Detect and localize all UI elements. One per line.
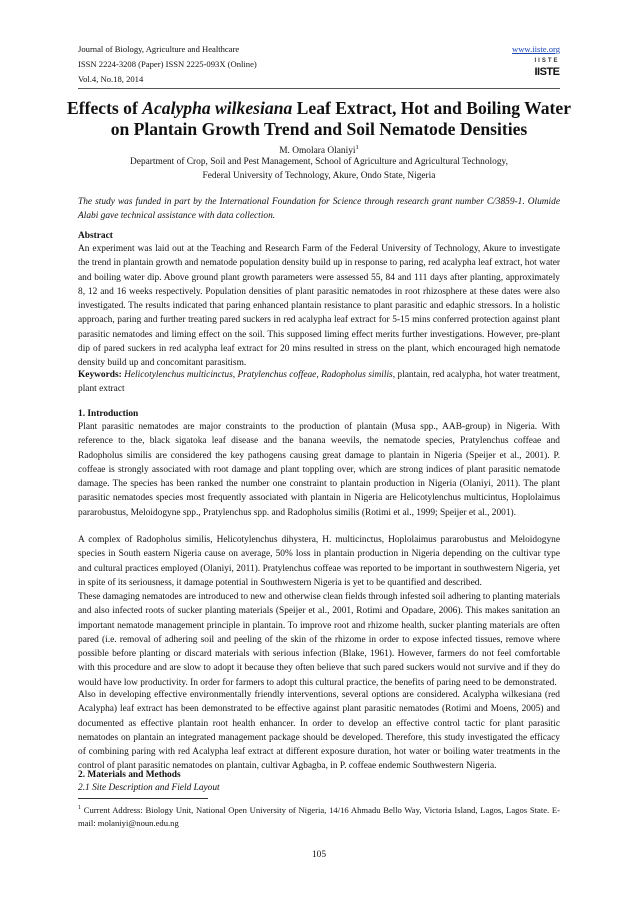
intro-paragraph-2: A complex of Radopholus similis, Helicotylenchus dihystera, H. multicinctus, Hoplolaimus pararobustus and Meloidogyne species in South eastern Nigeria cause on average, 50% loss in plantain production in Nigeria depending on the cultivar type and cultural practices employed (Olaniyi, 2011). Pratylenchus coffeae was reported to be important in southwestern Nigeria, yet in spite of its seriousness, it damage potential in Southwestern Nigeria is yet to be quantified and described.: [78, 535, 560, 588]
journal-volume: Vol.4, No.18, 2014: [78, 74, 144, 84]
abstract-text: An experiment was laid out at the Teaching and Research Farm of the Federal University of Technology, Akure to investigate the trend in plantain growth and nematode population density build up in response to paring, red acalypha leaf extract, hot water and boiling water dip. Above ground plant growth parameters were assessed 55, 84 and 111 days after planting, approximately 8, 12 and 16 weeks respectively. Population densities of plant parasitic nematodes in root rhizosphere at these dates were also investigated. The results indicated that paring enhanced plantain resistance to plant parasitic and edaphic stressors. In a holistic approach, paring and further treating pared suckers in red acalypha leaf extract for 5-15 mins conferred protection against plant parasitic nematodes and liming effect on the soil. This supposed liming effect merits further investigations. However, pre-plant dip of pared suckers in red acalypha leaf extract for 20 mins resulted in stress on the plant, which encouraged high nematode density build up and concomitant parasitism.: [78, 244, 560, 369]
page-number: 105: [311, 850, 327, 860]
paper-title: [60, 98, 578, 140]
title-text-2: Leaf Extract, Hot and Boiling Water on Plantain Growth Trend and Soil Nematode Densities: [110, 98, 571, 139]
intro-paragraph-3: These damaging nematodes are introduced to new and otherwise clean fields through infested soil adhering to planting materials and also infected roots of sucker planting materials (Speijer et al., 2001, Rotimi and Opadare, 2006). This makes sanitation an important nematode management principle in plantain. To improve root and rhizome health, sucker planting materials are often pared (i.e. removal of adhering soil and peeling of the skin of the rhizome in order to expose infected tissues, remove where possible before planting or discard materials with serious infection (Blake, 1961). However, farmers do not feel comfortable with this procedure and are slow to adopt it because they often believe that such pared suckers would not survive and if they do would have low productivity. In order for farmers to adopt this cultural practice, the benefits of paring need to be demonstrated.: [78, 592, 560, 688]
intro-paragraph-1: Plant parasitic nematodes are major constraints to the production of plantain (Musa spp., AAB-group) in Nigeria. With reference to the, black sigatoka leaf disease and the banana weevils, the nematode species, Pratylenchus coffeae and Radopholus similis are considered the key pathogens causing great damage to plantain in Nigeria (Speijer et al., 2001). P. coffeae is strongly associated with root damage and plant toppling over, which are strong indices of plant parasitic nematode damage. The species has been ranked the number one constraint to plantain production in Nigeria (Olaniyi, 2011). The plant parasitic nematodes species most frequently associated with plantain in Nigeria are Helicotylenchus multicintus, Hoplolaimus pararobustus, Meloidogyne spp., Pratylenchus spp. and Radopholus similis (Rotimi et al., 1999; Speijer et al., 2001).: [78, 422, 560, 518]
logo-top-text: IISTE: [534, 58, 560, 64]
intro-heading: 1. Introduction: [78, 409, 139, 419]
logo-main-text: IISTE: [534, 66, 560, 78]
abstract-heading: Abstract: [78, 231, 113, 241]
footnote-mark: 1: [78, 805, 81, 811]
title-text-1: Effects of: [67, 98, 143, 118]
author-name: M. Omolara Olaniyi: [279, 146, 356, 157]
methods-heading: 2. Materials and Methods: [78, 770, 181, 780]
journal-issn: ISSN 2224-3208 (Paper) ISSN 2225-093X (Online): [78, 59, 257, 69]
keyword-2: Pratylenchus coffeae: [237, 370, 317, 380]
intro-paragraph-4: Also in developing effective environmentally friendly interventions, several options are considered. Acalypha wilkesiana (red Acalypha) leaf extract has been demonstrated to be effective against plant parasitic nematodes (Rotimi and Moens, 2005) and documented as effective plantain root health enhancer. In order to develop an effective control tactic for plant parasitic nematodes on plantain an integrated management package should be developed. Therefore, this study investigated the efficacy of combining paring with red Acalypha leaf extract at different exposure duration, hot water or boiling water treatments in the control of plant parasitic nematodes on plantain, cultivar Agbagba, in P. coffeae endemic Southwestern Nigeria.: [78, 690, 560, 772]
funding-note: The study was funded in part by the International Foundation for Science through research grant number C/3859-1. Olumide Alabi gave technical assistance with data collection.: [78, 197, 560, 222]
keywords-line: Keywords: Helicotylenchus multicinctus, Pratylenchus coffeae, Radopholus similis, plantain, red acalypha, hot water treatment, plant extract: [78, 370, 560, 395]
journal-website-link[interactable]: www.iiste.org: [512, 44, 560, 54]
affiliation-line-2: Federal University of Technology, Akure, Ondo State, Nigeria: [202, 171, 436, 181]
keyword-3: Radopholus similis: [321, 370, 393, 380]
methods-subheading: 2.1 Site Description and Field Layout: [78, 783, 220, 793]
affiliation-line-1: Department of Crop, Soil and Pest Management, School of Agriculture and Agricultural Technology,: [130, 157, 508, 167]
footnote-divider: [78, 798, 208, 799]
journal-name: Journal of Biology, Agriculture and Healthcare: [78, 44, 240, 54]
author-footnote-mark: 1: [355, 144, 359, 151]
journal-header: [78, 42, 560, 87]
keyword-1: Helicotylenchus multicinctus: [124, 370, 233, 380]
iiste-logo: [534, 57, 560, 79]
title-species: Acalypha wilkesiana: [142, 98, 293, 118]
header-divider: [78, 88, 560, 89]
keywords-label: Keywords:: [78, 370, 122, 380]
footnote: [78, 802, 560, 830]
keywords-rest: , plantain, red acalypha, hot water treatment, plant extract: [78, 370, 560, 395]
footnote-text: Current Address: Biology Unit, National Open University of Nigeria, 14/16 Ahmadu Bello Way, Victoria Island, Lagos, Lagos State. E-mail: molaniyi@noun.edu.ng: [78, 804, 560, 829]
